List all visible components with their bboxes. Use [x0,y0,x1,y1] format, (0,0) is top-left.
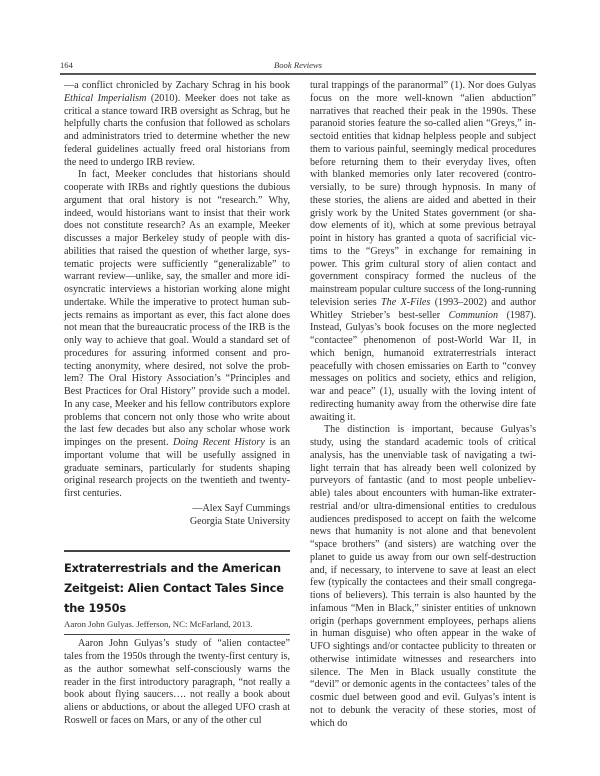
tv-series-title-italic: The X-Files [381,296,431,308]
left-column [64,80,290,728]
text: (1987). Instead, Gulyas’s book focuses on the more neglected “contactee” phenomenon of post-World War II, in which benign, humanoid extraterrestrials interact peacefully with chosen emissaries on Earth to “convey messages on politics and society, ethics and religion, war and peace” (1), usually with the loving intent of redirecting humanity away from the otherwise dire fate awaiting it. [310,309,536,423]
text: (2010). Meeker does not take as critical a stance toward IRB oversight as Schrag, but he helpfully charts the confusion that followed as scholars and administrators tried to determine whether the new federal guidelines actually freed oral historians from the need to undergo IRB review. [64,92,290,168]
right-column [310,80,536,730]
paragraph-continued [64,80,290,169]
running-head [60,58,536,72]
text: is an important volume that will be usefully assigned in graduate seminars, particularly for students shaping original research projects on the twentieth and twenty-first centuries. [64,437,290,499]
paragraph: The distinction is important, because Gulyas’s study, using the standard academic tools of critical analysis, has the unenviable task of navigating a twilight terrain that has already been well colonized by purveyors of fantastic (and to most people unbelievable) tales about encounters with human-like extraterrestrial and/or ultra-dimensional entities to credulous audiences predisposed to accept on faith the welcome news that humanity is not alone and that benevolent “space brothers” (and sisters) are watching over the planet to guide us away from our own self-destruction and, if necessary, to intervene to save at least an elect few (typically the contactees and their small congregations of believers). This terrain is also haunted by the infamous “Men in Black,” sinister entities of unknown origin (perhaps government employees, perhaps aliens in human disguise) who often appear in the wake of UFO sightings and/or contactee publicity to threaten or otherwise intimidate witnesses and researchers into silence. The Men in Black usually constitute the “devil” or demonic agents in the contactees’ tales of the cosmic duel between good and evil. Gulyas’s intent is not to debunk the veracity of these stories, most of which do [310,424,536,729]
page-number: 164 [60,60,73,70]
text: —a conflict chronicled by Zachary Schrag in his book [64,80,290,91]
reviewer-affiliation: Georgia State University [189,516,290,528]
book-title-italic: Communion [448,309,499,321]
section-divider [64,550,290,552]
paragraph-continued [310,80,536,424]
text: In fact, Meeker concludes that historians should cooperate with IRBs and rightly questions the dubious argument that oral history is not “research.” Why, indeed, would historians want to insist that their work does not constitute research? As an example, Meeker discusses a major Berkeley study of people with disabilities that raised the question of whether large, systematic projects were sufficiently “generalizable” to warrant review—unlike, say, the smaller and more idiosyncratic interviews a historian working alone might undertake. While the imperative to protect human subjects remains as important as ever, this fact alone does not mean that the bureaucratic process of the IRB is the only way to achieve that goal. Would a standard set of procedures for assuring informed consent and protecting anonymity, where desired, not solve the problem? The Oral History Association’s “Principles and Best Practices for Oral History” provide such a model. In any case, Meeker and his fellow contributors explore problems that concern not only those who write about the last few decades but also any scholar whose work impinges on the present. [64,169,290,448]
reviewed-book-title: Extraterrestrials and the American Zeitgeist: Alien Contact Tales Since the 1950s [64,560,284,615]
header-rule [60,73,536,75]
paragraph: Aaron John Gulyas’s study of “alien contactee” tales from the 1950s through the twenty-first century is, as the author somewhat self-consciously warns the reader in the first introductory paragraph, “not really a book about flying saucers…. not really a book about aliens or abductions, or about the alleged UFO crash at Roswell or faces on Mars, or any of the other cul [64,638,290,726]
text: tural trappings of the paranormal” (1). Nor does Gulyas focus on the more well-known “alien abduction” narratives that reached their peak in the 1990s. These paranoid stories feature the so-called alien “Greys,” insectoid entities that kidnap helpless people and subject them to various painful, seemingly medical procedures before returning them to their everyday lives, often with blanked memories only later recovered (controversially, to be sure) through hypnosis. In many of these stories, the aliens are aided and abetted in their grisly work by the United States government (or shadow elements of it), which at some previous betrayal point in history has granted a quota of sacrificial victims to the “Greys” in exchange for remaining in power. This grim cultural story of alien contact and government conspiracy formed the nucleus of the mainstream popular culture success of the long-running television series [310,80,536,308]
running-head-title: Book Reviews [274,60,322,70]
book-citation: Aaron John Gulyas. Jefferson, NC: McFarland, 2013. [64,618,253,629]
paragraph [64,169,290,501]
text: (1993–2002) and author Whitley Strieber’s best-seller [310,296,537,321]
citation-divider [64,634,290,635]
review-signature [64,502,290,529]
book-title-italic: Doing Recent History [172,437,265,448]
book-title-italic: Ethical Imperialism [64,92,147,104]
reviewer-name: —Alex Sayf Cummings [192,502,290,514]
